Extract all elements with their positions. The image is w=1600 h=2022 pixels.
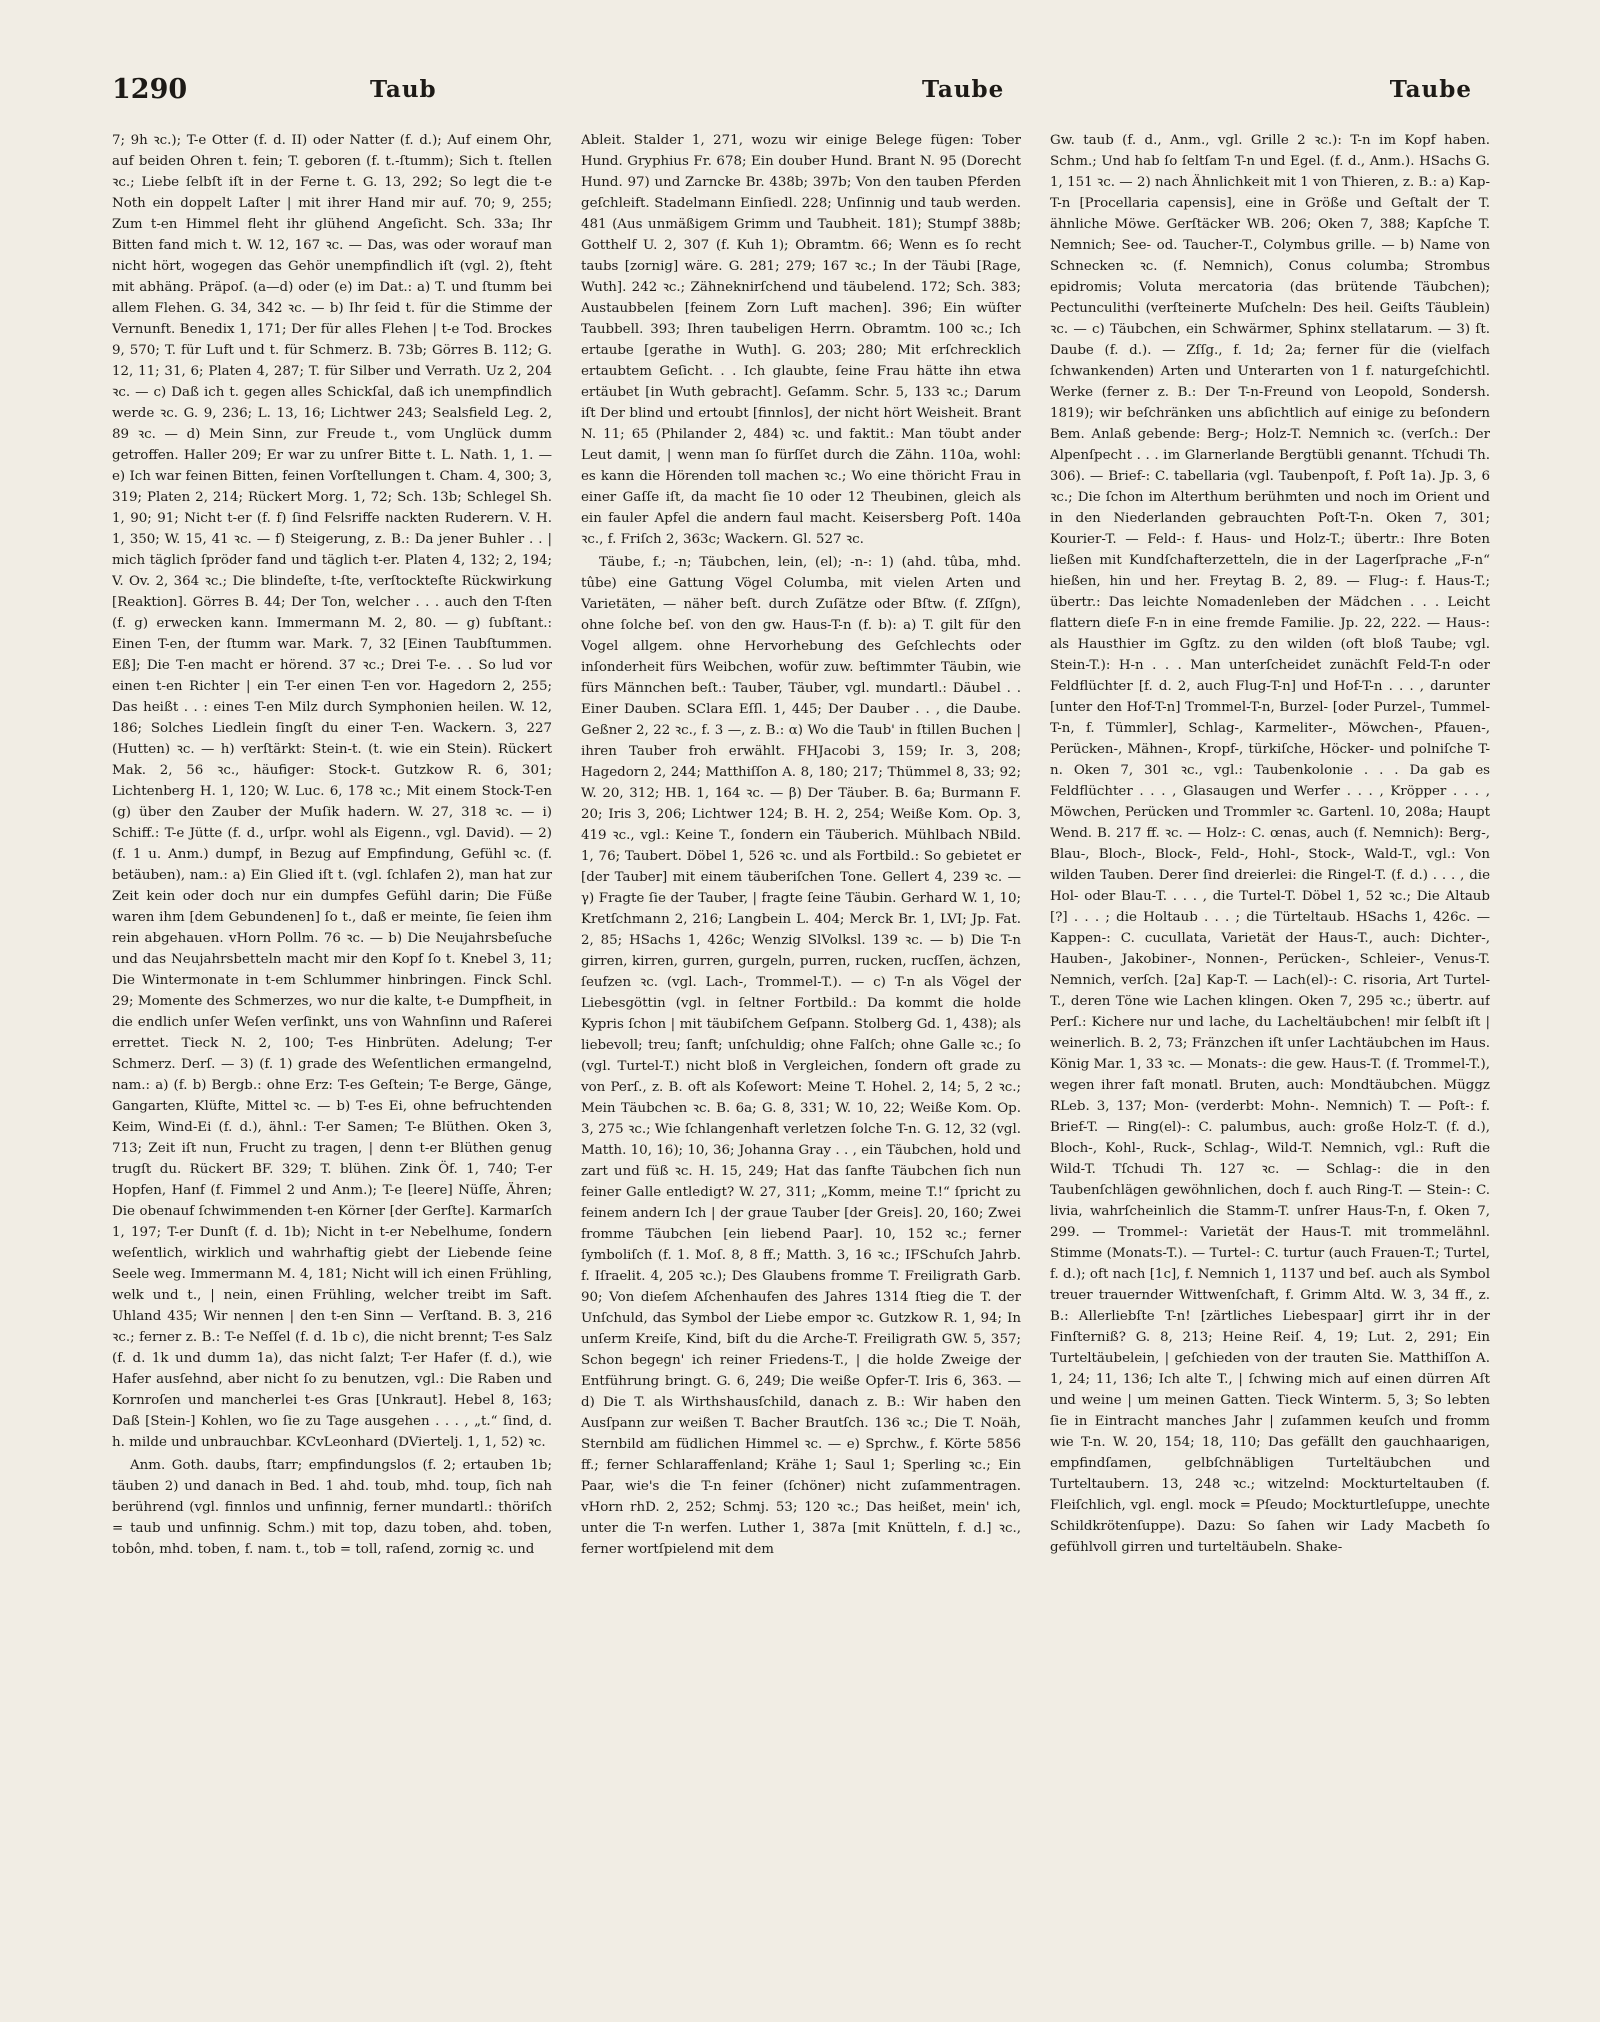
column-1-paragraph-2: Anm. Goth. daubs, ſtarr; empfindungslos (f. 2; ertauben 1b; täuben 2) und danach in Bed. 1 ahd. toub, mhd. toup, ſich nah berührend (vgl. finnlos und unfinnig, ferner mundartl.: thöriſch = taub und unfinnig. Schm.) mit top, dazu toben, ahd. toben, tobôn, mhd. toben, f. nam. t., tob = toll, raſend, zornig ꝛc. und <box>112 1458 552 1557</box>
text-column-1 <box>112 130 552 1990</box>
column-3-paragraph-1: Gw. taub (f. d., Anm., vgl. Grille 2 ꝛc.): T-n im Kopf haben. Schm.; Und hab ſo ſeltſam T-n und Egel. (f. d., Anm.). HSachs G. 1, 151 ꝛc. — 2) nach Ähnlichkeit mit 1 von Thieren, z. B.: a) Kap-T-n [Procellaria capensis], eine in Größe und Geſtalt der T. ähnliche Möwe. Gerſtäcker WB. 206; Oken 7, 388; Kapſche T. Nemnich; See- od. Taucher-T., Colymbus grille. — b) Name von Schnecken ꝛc. (f. Nemnich), Conus columba; Strombus epidromis; Voluta mercatoria (das brütende Täubchen); Pectunculithi (verſteinerte Muſcheln: Des heil. Geiſts Täublein) ꝛc. — c) Täubchen, ein Schwärmer, Sphinx stellatarum. — 3) ſt. Daube (f. d.). — Zſſg., f. 1d; 2a; ferner für die (vielfach ſchwankenden) Arten und Unterarten von 1 f. naturgeſchichtl. Werke (ferner z. B.: Der T-n-Freund von Leopold, Sondersh. 1819); wir beſchränken uns abſichtlich auf einige zu beſondern Bem. Anlaß gebende: Berg-; Holz-T. Nemnich ꝛc. (verſch.: Der Alpenſpecht . . . im Glarnerlande Bergtübli genannt. Tſchudi Th. 306). — Brief-: C. tabellaria (vgl. Taubenpoſt, f. Poſt 1a). Jp. 3, 6 ꝛc.; Die ſchon im Alterthum berühmten und noch im Orient und in den Niederlanden gebrauchten Poſt-T-n. Oken 7, 301; Kourier-T. — Feld-: f. Haus- und Holz-T.; übertr.: Ihre Boten ließen mit Kundſchafterzetteln, die in der Lagerſprache „F-n“ hießen, hin und her. Freytag B. 2, 89. — Flug-: f. Haus-T.; übertr.: Das leichte Nomadenleben der Mädchen . . . Leicht flattern dieſe F-n in eine fremde Familie. Jp. 22, 222. — Haus-: als Hausthier im Ggſtz. zu den wilden (oft bloß Taube; vgl. Stein-T.): H-n . . . Man unterſcheidet zunächſt Feld-T-n oder Feldflüchter [f. d. 2, auch Flug-T-n] und Hof-T-n . . . , darunter [unter den Hof-T-n] Trommel-T-n, Burzel- [oder Purzel-, Tummel-T-n, f. Tümmler], Schlag-, Karmeliter-, Möwchen-, Pfauen-, Perücken-, Mähnen-, Kropf-, türkiſche, Höcker- und polniſche T-n. Oken 7, 301 ꝛc., vgl.: Taubenkolonie . . . Da gab es Feldflüchter . . . , Glasaugen und Werfer . . . , Kröpper . . . , Möwchen, Perücken und Trommler ꝛc. Gartenl. 10, 208a; Haupt Wend. B. 217 ff. ꝛc. — Holz-: C. œnas, auch (f. Nemnich): Berg-, Blau-, Bloch-, Block-, Feld-, Hohl-, Stock-, Wald-T., vgl.: Von wilden Tauben. Derer ſind dreierlei: die Ringel-T. (f. d.) . . . , die Hol- oder Blau-T. . . . , die Turtel-T. Döbel 1, 52 ꝛc.; Die Altaub [?] . . . ; die Holtaub . . . ; die Türteltaub. HSachs 1, 426c. — Kappen-: C. cucullata, Varietät der Haus-T., auch: Dichter-, Hauben-, Jakobiner-, Nonnen-, Perücken-, Schleier-, Venus-T. Nemnich, verſch. [2a] Kap-T. — Lach(el)-: C. risoria, Art Turtel-T., deren Töne wie Lachen klingen. Oken 7, 295 ꝛc.; übertr. auf Perſ.: Kichere nur und lache, du Lacheltäubchen! mir ſelbſt iſt | weinerlich. B. 2, 73; Fränzchen iſt unſer Lachtäubchen im Haus. König Mar. 1, 33 ꝛc. — Monats-: die gew. Haus-T. (f. Trommel-T.), wegen ihrer faſt monatl. Bruten, auch: Mondtäubchen. Müggz RLeb. 3, 137; Mon- (verderbt: Mohn-. Nemnich) T. — Poſt-: f. Brief-T. — Ring(el)-: C. palumbus, auch: große Holz-T. (f. d.), Bloch-, Kohl-, Ruck-, Schlag-, Wild-T. Nemnich, vgl.: Ruft die Wild-T. Tſchudi Th. 127 ꝛc. — Schlag-: die in den Taubenſchlägen gewöhnlichen, doch f. auch Ring-T. — Stein-: C. livia, wahrſcheinlich die Stamm-T. unſrer Haus-T-n, f. Oken 7, 299. — Trommel-: Varietät der Haus-T. mit trommelähnl. Stimme (Monats-T.). — Turtel-: C. turtur (auch Frauen-T.; Turtel, f. d.); oft nach [1c], f. Nemnich 1, 1137 und beſ. auch als Symbol treuer trauernder Wittwenſchaft, f. Grimm Altd. W. 3, 34 ff., z. B.: Allerliebſte T-n! [zärtliches Liebespaar] girrt ihr in der Finſterniß? G. 8, 213; Heine Reiſ. 4, 19; Lut. 2, 291; Ein Turteltäubelein, | geſchieden von der trauten Sie. Matthiſſon A. 1, 24; 11, 136; Ich alte T., | ſchwing mich auf einen dürren Aſt und weine | um meinen Gatten. Tieck Winterm. 5, 3; So lebten ſie in Eintracht manches Jahr | zuſammen keuſch und fromm wie T-n. W. 20, 154; 18, 110; Das gefällt den gauchhaarigen, empfindſamen, gelbſchnäbligen Turteltäubchen und Turteltaubern. 13, 248 ꝛc.; witzelnd: Mockturteltauben (f. Fleiſchlich, vgl. engl. mock = Pſeudo; Mockturtleſuppe, unechte Schildkrötenſuppe). Dazu: So ſahen wir Lady Macbeth ſo gefühlvoll girren und turteltäubeln. Shake- <box>1050 133 1490 1555</box>
column-1-paragraph-1: 7; 9h ꝛc.); T-e Otter (f. d. II) oder Natter (f. d.); Auf einem Ohr, auf beiden Ohren t. fein; T. geboren (f. t.-ſtumm); Sich t. ſtellen ꝛc.; Liebe ſelbſt iſt in der Ferne t. G. 13, 292; So legt die t-e Noth ein doppelt Laſter | mit ihrer Hand mir auf. 70; 9, 255; Zum t-en Himmel fleht ihr glühend Angeſicht. Sch. 33a; Ihr Bitten fand mich t. W. 12, 167 ꝛc. — Das, was oder worauf man nicht hört, wogegen das Gehör unempfindlich iſt (vgl. 2), ſteht mit abhäng. Präpoſ. (a—d) oder (e) im Dat.: a) T. und ſtumm bei allem Flehen. G. 34, 342 ꝛc. — b) Ihr ſeid t. für die Stimme der Vernunft. Benedix 1, 171; Der für alles Flehen | t-e Tod. Brockes 9, 570; T. für Luft und t. für Schmerz. B. 73b; Görres B. 112; G. 12, 11; 31, 6; Platen 4, 287; T. für Silber und Verrath. Uz 2, 204 ꝛc. — c) Daß ich t. gegen alles Schickſal, daß ich unempfindlich werde ꝛc. G. 9, 236; L. 13, 16; Lichtwer 243; Sealsfield Leg. 2, 89 ꝛc. — d) Mein Sinn, zur Freude t., vom Unglück dumm getroffen. Haller 209; Er war zu unſrer Bitte t. L. Nath. 1, 1. — e) Ich war feinen Bitten, feinen Vorſtellungen t. Cham. 4, 300; 3, 319; Platen 2, 214; Rückert Morg. 1, 72; Sch. 13b; Schlegel Sh. 1, 90; 91; Nicht t-er (f. f) ſind Felsriffe nackten Ruderern. V. H. 1, 350; W. 15, 41 ꝛc. — f) Steigerung, z. B.: Da jener Buhler . . | mich täglich ſpröder fand und täglich t-er. Platen 4, 132; 2, 194; V. Ov. 2, 364 ꝛc.; Die blindeſte, t-ſte, verſtockteſte Rückwirkung [Reaktion]. Görres B. 44; Der Ton, welcher . . . auch den T-ſten (f. g) erwecken kann. Immermann M. 2, 80. — g) ſubſtant.: Einen T-en, der ſtumm war. Mark. 7, 32 [Einen Taubſtummen. Eß]; Die T-en macht er hörend. 37 ꝛc.; Drei T-e. . . So lud vor einen t-en Richter | ein T-er einen T-en vor. Hagedorn 2, 255; Das heißt . . : eines T-en Milz durch Symphonien heilen. W. 12, 186; Solches Liedlein ſingſt du einer T-en. Wackern. 3, 227 (Hutten) ꝛc. — h) verſtärkt: Stein-t. (t. wie ein Stein). Rückert Mak. 2, 56 ꝛc., häufiger: Stock-t. Gutzkow R. 6, 301; Lichtenberg H. 1, 120; W. Luc. 6, 178 ꝛc.; Mit einem Stock-T-en (g) über den Zauber der Muſik hadern. W. 27, 318 ꝛc. — i) Schiff.: T-e Jütte (f. d., urſpr. wohl als Eigenn., vgl. David). — 2) (f. 1 u. Anm.) dumpf, in Bezug auf Empfindung, Gefühl ꝛc. (f. betäuben), nam.: a) Ein Glied iſt t. (vgl. ſchlafen 2), man hat zur Zeit kein oder doch nur ein dumpfes Gefühl darin; Die Füße waren ihm [dem Gebundenen] ſo t., daß er meinte, ſie ſeien ihm rein abgehauen. vHorn Pollm. 76 ꝛc. — b) Die Neujahrsbeſuche und das Neujahrsbetteln macht mir den Kopf ſo t. Knebel 3, 11; Die Wintermonate in t-em Schlummer hinbringen. Finck Schl. 29; Momente des Schmerzes, wo nur die kalte, t-e Dumpfheit, in die endlich unſer Weſen verſinkt, uns von Wahnſinn und Raſerei errettet. Tieck N. 2, 100; T-es Hinbrüten. Adelung; T-er Schmerz. Derſ. — 3) (f. 1) grade des Weſentlichen ermangelnd, nam.: a) (f. b) Bergb.: ohne Erz: T-es Geſtein; T-e Berge, Gänge, Gangarten, Klüfte, Mittel ꝛc. — b) T-es Ei, ohne befruchtenden Keim, Wind-Ei (f. d.), ähnl.: T-er Samen; T-e Blüthen. Oken 3, 713; Zeit iſt nun, Frucht zu tragen, | denn t-er Blüthen genug trugſt du. Rückert BF. 329; T. blühen. Zink Öf. 1, 740; T-er Hopfen, Hanf (f. Fimmel 2 und Anm.); T-e [leere] Nüſſe, Ähren; Die obenauf ſchwimmenden t-en Körner [der Gerſte]. Karmarſch 1, 197; T-er Dunſt (f. d. 1b); Nicht in t-er Nebelhume, ſondern weſentlich, wirklich und wahrhaftig giebt der Liebende ſeine Seele weg. Immermann M. 4, 181; Nicht will ich einen Frühling, welk und t., | nein, einen Frühling, welcher treibt im Saft. Uhland 435; Wir nennen | den t-en Sinn — Verſtand. B. 3, 216 ꝛc.; ferner z. B.: T-e Neſſel (f. d. 1b c), die nicht brennt; T-es Salz (f. d. 1k und dumm 1a), das nicht ſalzt; T-er Hafer (f. d.), wie Hafer ausſehnd, aber nicht ſo zu benutzen, vgl.: Die Raben und Kornroſen und mancherlei t-es Gras [Unkraut]. Hebel 8, 163; Daß [Stein-] Kohlen, wo ſie zu Tage ausgehen . . . , „t.“ ſind, d. h. milde und unbrauchbar. KCvLeonhard (DViertelj. 1, 1, 52) ꝛc. <box>112 133 552 1450</box>
running-headword-left: Taub <box>370 76 437 103</box>
column-2-paragraph-1: Ableit. Stalder 1, 271, wozu wir einige Belege fügen: Tober Hund. Gryphius Fr. 678; Ein douber Hund. Brant N. 95 (Dorecht Hund. 97) und Zarncke Br. 438b; 397b; Von den tauben Pferden geſchleift. Stadelmann Einſiedl. 228; Unſinnig und taub werden. 481 (Aus unmäßigem Grimm und Taubheit. 181); Stumpf 388b; Gotthelf U. 2, 307 (f. Kuh 1); Obramtm. 66; Wenn es ſo recht taubs [zornig] wäre. G. 281; 279; 167 ꝛc.; In der Täubi [Rage, Wuth]. 242 ꝛc.; Zähneknirſchend und täubelend. 172; Sch. 383; Austaubbelen [feinem Zorn Luft machen]. 396; Ein wüſter Taubbell. 393; Ihren taubeligen Herrn. Obramtm. 100 ꝛc.; Ich ertaube [gerathe in Wuth]. G. 203; 280; Mit erſchrecklich ertaubtem Geſicht. . . Ich glaubte, ſeine Frau hätte ihn etwa ertäubet [in Wuth gebracht]. Geſamm. Schr. 5, 133 ꝛc.; Darum iſt Der blind und ertoubt [finnlos], der nicht hört Weisheit. Brant N. 11; 65 (Philander 2, 484) ꝛc. und faktit.: Man töubt ander Leut damit, | wenn man ſo fürſſet durch die Zähn. 110a, wohl: es kann die Hörenden toll machen ꝛc.; Wo eine thöricht Frau in einer Gaſſe iſt, da macht ſie 10 oder 12 Theubinen, gleich als ein fauler Apfel die andern faul macht. Keisersberg Poſt. 140a ꝛc., f. Friſch 2, 363c; Wackern. Gl. 527 ꝛc. <box>581 133 1021 547</box>
column-2-paragraph-2: Täube, f.; -n; Täubchen, lein, (el); -n-: 1) (ahd. tûba, mhd. tûbe) eine Gattung Vögel Columba, mit vielen Arten und Varietäten, — näher beſt. durch Zuſätze oder Bſtw. (f. Zſſgn), ohne ſolche beſ. von den gw. Haus-T-n (f. b): a) T. gilt für den Vogel allgem. ohne Hervorhebung des Geſchlechts oder inſonderheit fürs Weibchen, wofür zuw. beſtimmter Täubin, wie fürs Männchen beſt.: Tauber, Täuber, vgl. mundartl.: Däubel . . Einer Dauben. SClara Eſſl. 1, 445; Der Dauber . . , die Daube. Geßner 2, 22 ꝛc., f. 3 —, z. B.: α) Wo die Taub' in ſtillen Buchen | ihren Tauber froh erwählt. FHJacobi 3, 159; Ir. 3, 208; Hagedorn 2, 244; Matthiſſon A. 8, 180; 217; Thümmel 8, 33; 92; W. 20, 312; HB. 1, 164 ꝛc. — β) Der Täuber. B. 6a; Burmann F. 20; Iris 3, 206; Lichtwer 124; B. H. 2, 254; Weiße Kom. Op. 3, 419 ꝛc., vgl.: Keine T., ſondern ein Täuberich. Mühlbach NBild. 1, 76; Taubert. Döbel 1, 526 ꝛc. und als Fortbild.: So gebietet er [der Tauber] mit einem täuberiſchen Tone. Gellert 4, 239 ꝛc. — γ) Fragte ſie der Tauber, | fragte ſeine Täubin. Gerhard W. 1, 10; Kretſchmann 2, 216; Langbein L. 404; Merck Br. 1, LVI; Jp. Fat. 2, 85; HSachs 1, 426c; Wenzig SlVolksl. 139 ꝛc. — b) Die T-n girren, kirren, gurren, gurgeln, purren, rucken, rucſſen, ächzen, ſeufzen ꝛc. (vgl. Lach-, Trommel-T.). — c) T-n als Vögel der Liebesgöttin (vgl. in ſeltner Fortbild.: Da kommt die holde Kypris ſchon | mit täubiſchem Geſpann. Stolberg Gd. 1, 438); als liebevoll; treu; ſanft; unſchuldig; ohne Falſch; ohne Galle ꝛc.; ſo (vgl. Turtel-T.) nicht bloß in Vergleichen, ſondern oft grade zu von Perſ., z. B. oft als Koſewort: Meine T. Hohel. 2, 14; 5, 2 ꝛc.; Mein Täubchen ꝛc. B. 6a; G. 8, 331; W. 10, 22; Weiße Kom. Op. 3, 275 ꝛc.; Wie ſchlangenhaft verletzen ſolche T-n. G. 12, 32 (vgl. Matth. 10, 16); 10, 36; Johanna Gray . . , ein Täubchen, hold und zart und füß ꝛc. H. 15, 249; Hat das ſanfte Täubchen ſich nun feiner Galle entledigt? W. 27, 311; „Komm, meine T.!“ ſpricht zu feinem andern Ich | der graue Tauber [der Greis]. 20, 160; Zwei fromme Täubchen [ein liebend Paar]. 10, 152 ꝛc.; ferner ſymboliſch (f. 1. Moſ. 8, 8 ff.; Matth. 3, 16 ꝛc.; IFSchuſch Jahrb. f. Iſraelit. 4, 205 ꝛc.); Des Glaubens fromme T. Freiligrath Garb. 90; Von dieſem Aſchenhaufen des Jahres 1314 ſtieg die T. der Unſchuld, das Symbol der Liebe empor ꝛc. Gutzkow R. 1, 94; In unſerm Kreiſe, Kind, biſt du die Arche-T. Freiligrath GW. 5, 357; Schon begegn' ich reiner Friedens-T., | die holde Zweige der Entführung bringt. G. 6, 249; Die weiße Opfer-T. Iris 6, 363. — d) Die T. als Wirthshausſchild, danach z. B.: Wir haben den Ausſpann zur weißen T. Bacher Brautſch. 136 ꝛc.; Die T. Noäh, Sternbild am füdlichen Himmel ꝛc. — e) Sprchw., f. Körte 5856 ff.; ferner Schlaraffenland; Krähe 1; Saul 1; Sperling ꝛc.; Ein Paar, wie's die T-n feiner (ſchöner) nicht zuſammentragen. vHorn rhD. 2, 252; Schmj. 53; 120 ꝛc.; Das heißet, mein' ich, unter die T-n werfen. Luther 1, 387a [mit Knütteln, f. d.] ꝛc., ferner wortſpielend mit dem <box>581 555 1021 1557</box>
text-column-2 <box>581 130 1021 1990</box>
running-headword-center: Taube <box>922 76 1005 103</box>
running-headword-right: Taube <box>1389 76 1472 103</box>
page-header <box>112 70 1492 116</box>
text-column-3 <box>1050 130 1490 1990</box>
page-number: 1290 <box>112 74 188 105</box>
